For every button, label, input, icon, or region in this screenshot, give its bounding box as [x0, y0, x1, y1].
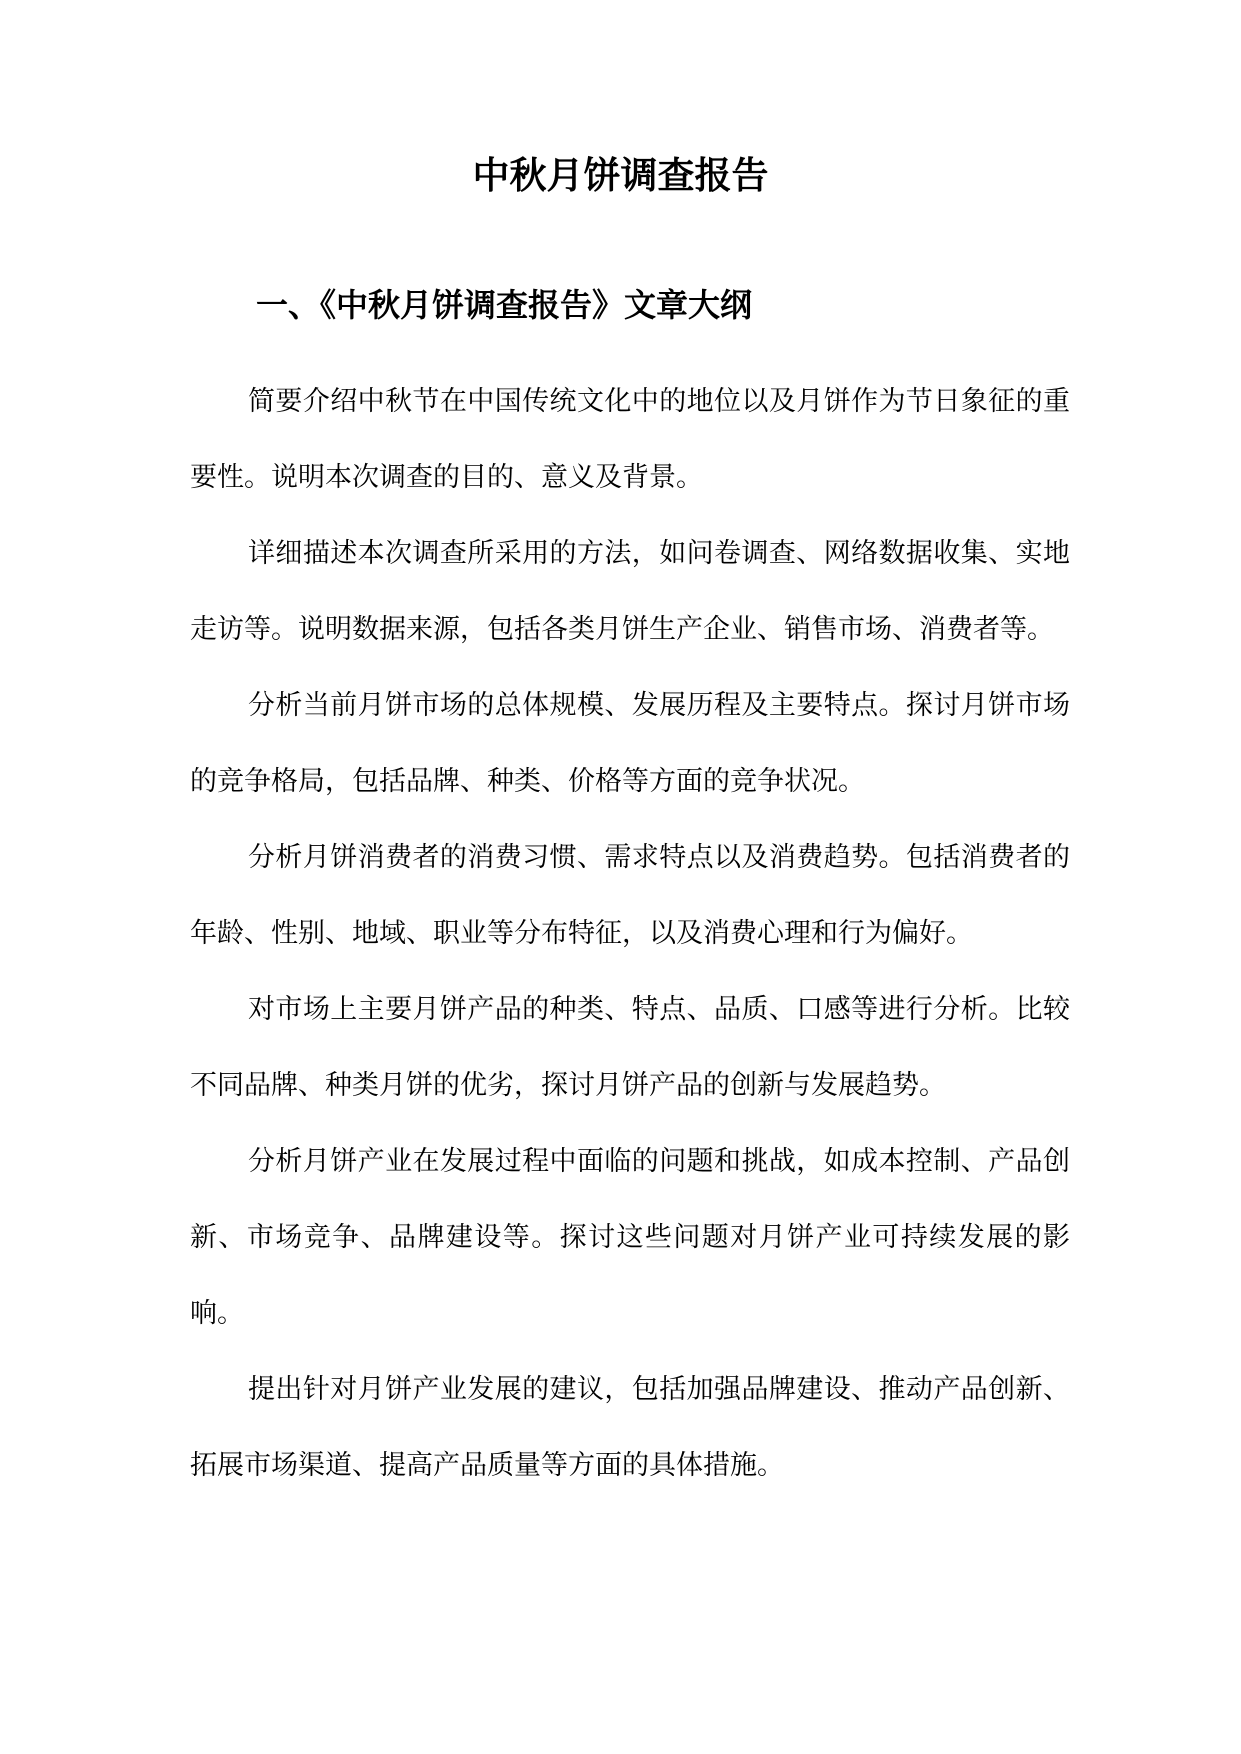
paragraph-market: 分析当前月饼市场的总体规模、发展历程及主要特点。探讨月饼市场的竞争格局，包括品牌、种类、价格等方面的竞争状况。 [190, 690, 1070, 797]
paragraph-consumer: 分析月饼消费者的消费习惯、需求特点以及消费趋势。包括消费者的年龄、性别、地域、职业等分布特征，以及消费心理和行为偏好。 [190, 842, 1070, 949]
document-title: 中秋月饼调查报告 [472, 154, 769, 197]
paragraph-challenges: 分析月饼产业在发展过程中面临的问题和挑战，如成本控制、产品创新、市场竞争、品牌建设等。探讨这些问题对月饼产业可持续发展的影响。 [190, 1146, 1070, 1329]
paragraph-suggestions: 提出针对月饼产业发展的建议，包括加强品牌建设、推动产品创新、拓展市场渠道、提高产品质量等方面的具体措施。 [190, 1374, 1070, 1481]
paragraph-method: 详细描述本次调查所采用的方法，如问卷调查、网络数据收集、实地走访等。说明数据来源，包括各类月饼生产企业、销售市场、消费者等。 [190, 538, 1070, 645]
paragraph-product: 对市场上主要月饼产品的种类、特点、品质、口感等进行分析。比较不同品牌、种类月饼的优劣，探讨月饼产品的创新与发展趋势。 [190, 994, 1070, 1101]
paragraph-intro: 简要介绍中秋节在中国传统文化中的地位以及月饼作为节日象征的重要性。说明本次调查的目的、意义及背景。 [190, 386, 1070, 493]
document-body [190, 364, 1070, 1504]
section-heading: 一、《中秋月饼调查报告》文章大纲 [256, 286, 753, 324]
